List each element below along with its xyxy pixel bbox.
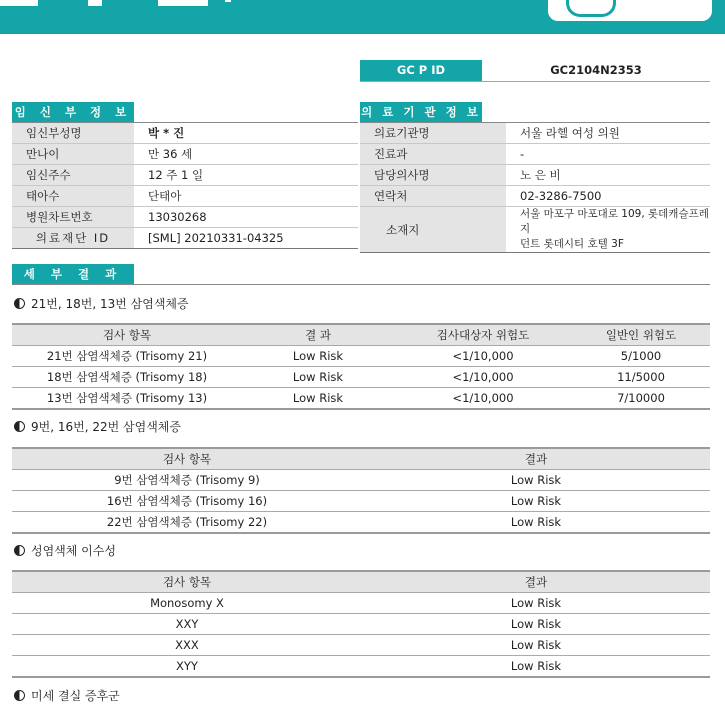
table-row — [12, 491, 710, 512]
table-row — [12, 614, 710, 635]
result: Low Risk — [362, 470, 710, 491]
gcp-id-value: GC2104N2353 — [550, 63, 642, 77]
section-heading-text: 성염색체 이수성 — [31, 544, 116, 558]
header-title-fragment — [88, 0, 102, 6]
column-header: 검사대상자 위험도 — [394, 324, 572, 346]
info-row — [360, 207, 710, 253]
mother-info-table — [12, 123, 358, 249]
table-header-row — [12, 571, 710, 593]
column-header: 검사 항목 — [12, 448, 362, 470]
info-value: 13030268 — [134, 207, 358, 228]
table-header-row — [12, 448, 710, 470]
info-row — [12, 186, 358, 207]
info-key: 진료과 — [360, 144, 506, 165]
trisomy-other-table — [12, 447, 710, 534]
test-item: 21번 삼염색체증 (Trisomy 21) — [12, 346, 242, 367]
subject-risk: <1/10,000 — [394, 346, 572, 367]
section-heading — [14, 419, 181, 435]
clinic-info-table — [360, 123, 710, 253]
section-heading — [14, 296, 189, 312]
clinic-info-title: 의 료 기 관 정 보 — [360, 102, 482, 122]
test-item: 16번 삼염색체증 (Trisomy 16) — [12, 491, 362, 512]
info-key: 임신부성명 — [12, 123, 134, 144]
info-value: 12 주 1 일 — [134, 165, 358, 186]
half-circle-icon — [14, 545, 25, 556]
half-circle-icon — [14, 690, 25, 701]
info-row — [360, 165, 710, 186]
info-key: 담당의사명 — [360, 165, 506, 186]
half-circle-icon — [14, 421, 25, 432]
result: Low Risk — [362, 614, 710, 635]
info-key: 의료기관명 — [360, 123, 506, 144]
result: Low Risk — [362, 635, 710, 656]
info-row — [12, 123, 358, 144]
column-header: 결과 — [362, 571, 710, 593]
divider — [12, 284, 710, 285]
logo — [548, 0, 712, 21]
info-key: 의료재단 ID — [12, 228, 134, 249]
table-row — [12, 367, 710, 388]
address-line: 서울 마포구 마포대로 109, 롯데캐슬프레지 — [520, 208, 709, 235]
trisomy-main-table — [12, 323, 710, 410]
test-item: XXX — [12, 635, 362, 656]
test-item: 22번 삼염색체증 (Trisomy 22) — [12, 512, 362, 534]
info-row — [12, 228, 358, 249]
info-key: 병원차트번호 — [12, 207, 134, 228]
column-header: 결 과 — [242, 324, 394, 346]
header-title-fragment — [158, 0, 208, 6]
test-item: Monosomy X — [12, 593, 362, 614]
test-item: XXY — [12, 614, 362, 635]
info-key: 태아수 — [12, 186, 134, 207]
table-header-row — [12, 324, 710, 346]
info-key: 연락처 — [360, 186, 506, 207]
mother-info-title: 임 신 부 정 보 — [12, 102, 134, 122]
general-risk: 7/10000 — [572, 388, 710, 410]
sex-chromosome-table — [12, 570, 710, 678]
info-key: 소재지 — [360, 207, 506, 253]
result: Low Risk — [242, 388, 394, 410]
address-line: 던트 롯데시티 호텔 3F — [520, 238, 624, 250]
info-key: 임신주수 — [12, 165, 134, 186]
test-item: 18번 삼염색체증 (Trisomy 18) — [12, 367, 242, 388]
section-heading — [14, 688, 120, 704]
header-title-fragment — [225, 0, 231, 2]
table-row — [12, 470, 710, 491]
table-row — [12, 346, 710, 367]
info-value: 02-3286-7500 — [506, 186, 710, 207]
half-circle-icon — [14, 298, 25, 309]
table-row — [12, 512, 710, 534]
section-heading — [14, 543, 116, 559]
info-value: 박 * 진 — [134, 123, 358, 144]
info-value: 단태아 — [134, 186, 358, 207]
column-header: 검사 항목 — [12, 324, 242, 346]
result: Low Risk — [242, 346, 394, 367]
info-row — [12, 165, 358, 186]
result: Low Risk — [362, 656, 710, 678]
result: Low Risk — [362, 593, 710, 614]
test-item: XYY — [12, 656, 362, 678]
column-header: 일반인 위험도 — [572, 324, 710, 346]
result: Low Risk — [242, 367, 394, 388]
table-row — [12, 656, 710, 678]
info-row — [360, 186, 710, 207]
info-value: - — [506, 144, 710, 165]
section-heading-text: 9번, 16번, 22번 삼염색체증 — [31, 420, 181, 434]
info-key: 만나이 — [12, 144, 134, 165]
result: Low Risk — [362, 512, 710, 534]
header-title-fragment — [0, 0, 38, 6]
general-risk: 11/5000 — [572, 367, 710, 388]
test-item: 13번 삼염색체증 (Trisomy 13) — [12, 388, 242, 410]
column-header: 결과 — [362, 448, 710, 470]
info-row — [360, 144, 710, 165]
info-row — [360, 123, 710, 144]
test-item: 9번 삼염색체증 (Trisomy 9) — [12, 470, 362, 491]
gcp-id-label: GC P ID — [360, 60, 482, 81]
subject-risk: <1/10,000 — [394, 367, 572, 388]
info-value: 서울 라헬 여성 의원 — [506, 123, 710, 144]
section-heading-text: 미세 결실 증후군 — [31, 689, 120, 703]
general-risk: 5/1000 — [572, 346, 710, 367]
gcp-id-box — [360, 60, 710, 82]
section-heading-text: 21번, 18번, 13번 삼염색체증 — [31, 297, 189, 311]
info-value — [506, 207, 710, 253]
result: Low Risk — [362, 491, 710, 512]
header-bar — [0, 0, 725, 34]
info-value: 만 36 세 — [134, 144, 358, 165]
info-row — [12, 207, 358, 228]
subject-risk: <1/10,000 — [394, 388, 572, 410]
info-row — [12, 144, 358, 165]
table-row — [12, 593, 710, 614]
info-value: 노 은 비 — [506, 165, 710, 186]
info-value: [SML] 20210331-04325 — [134, 228, 358, 249]
table-row — [12, 635, 710, 656]
details-title: 세 부 결 과 — [12, 264, 134, 284]
column-header: 검사 항목 — [12, 571, 362, 593]
table-row — [12, 388, 710, 410]
